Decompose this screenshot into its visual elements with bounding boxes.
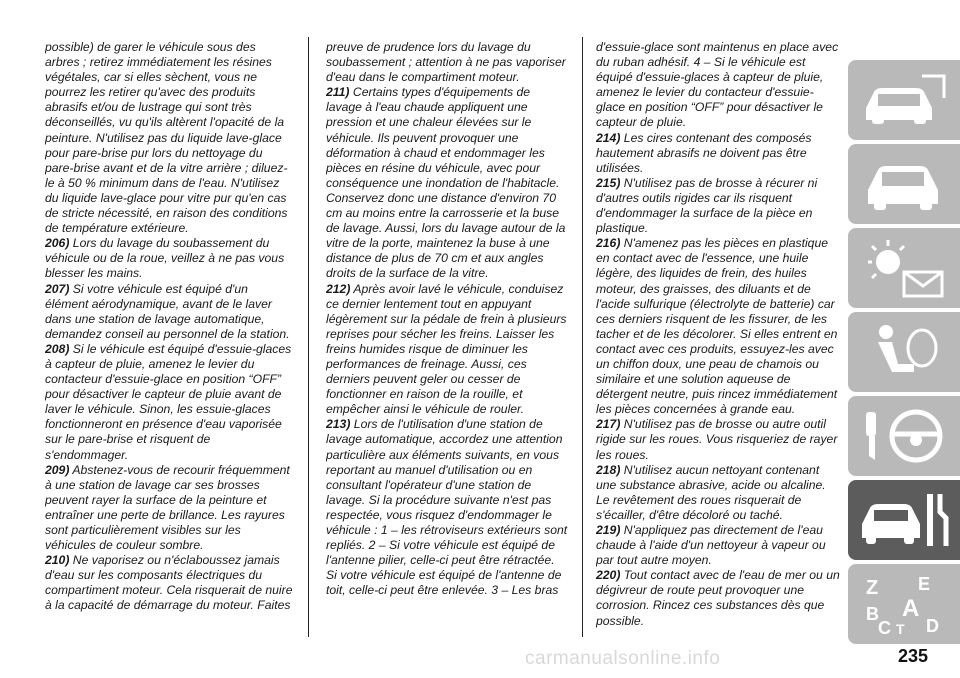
note-number: 220) [596, 568, 621, 583]
paragraph [596, 523, 842, 568]
car-tools-icon [858, 488, 950, 552]
tab-warning-lights[interactable] [848, 228, 960, 308]
airbag-seat-icon [858, 320, 950, 384]
tab-driving[interactable] [848, 396, 960, 476]
note-number: 206) [45, 236, 70, 251]
paragraph [596, 176, 842, 236]
paragraph [326, 417, 568, 598]
paragraph-text: N'utilisez pas de brosse ou autre outil rigide sur les roues. Vous risqueriez de rayer les roues. [596, 417, 838, 462]
paragraph-text: preuve de prudence lors du lavage du soubassement ; attention à ne pas vaporiser d'eau dans le compartiment moteur. [326, 40, 566, 85]
paragraph-text: Si votre véhicule est équipé d'un élément aérodynamique, avant de le laver dans une station de lavage automatique, demandez conseil au personnel de la station. [45, 281, 290, 341]
paragraph [596, 568, 842, 628]
key-steering-wheel-icon [858, 404, 950, 468]
paragraph-text: Ne vaporisez ou n'éclaboussez jamais d'eau sur les composants électriques du compartiment moteur. Cela risquerait de nuire à la capacité de démarrage du moteur. Faites [45, 553, 293, 613]
note-number: 211) [326, 85, 350, 100]
index-letter: B [866, 604, 879, 624]
paragraph-text: Tout contact avec de l'eau de mer ou un dégivreur de route peut provoquer une corrosion. Rincez ces substances dès que possible. [596, 568, 840, 628]
note-number: 208) [45, 341, 70, 356]
paragraph-text: Lors du lavage du soubassement du véhicule ou de la roue, veillez à ne pas vous blesser les mains. [45, 236, 285, 281]
note-number: 209) [45, 462, 70, 477]
index-letter: C [878, 618, 891, 636]
paragraph-text: Certains types d'équipements de lavage à l'eau chaude appliquent une pression et une chaleur élevées sur le véhicule. Ils peuvent provoquer une déformation à chaud et endommager les pièces en résine du véhicule, avec pour conséquence une inondation de l'habitacle. Conservez donc une distance d'environ 70 cm au moins entre la carrosserie et la buse de lavage. Aussi, lors du lavage autour de la vitre de la porte, maintenez la buse à une distance de plus de 70 cm et aux angles droits de la surface de la vitre. [326, 85, 566, 281]
column-divider [308, 37, 309, 637]
paragraph [596, 236, 842, 417]
watermark: carmanualsonline.info [525, 648, 721, 669]
paragraph-text: Si le véhicule est équipé d'essuie-glaces à capteur de pluie, amenez le levier du contacteur d'essuie-glace en position “OFF” pour désactiver le capteur de pluie avant de laver le véhicule. Sinon, les essuie-glaces fonctionneront en présence d'eau vaporisée sur le pare-brise et risquent de s'endommager. [45, 341, 292, 462]
paragraph-text: Lors de l'utilisation d'une station de lavage automatique, accordez une attention particulière aux éléments suivants, en vous reportant au manuel d'utilisation ou en consultant l'opérateur d'une station de lavage. Si la procédure suivante n'est pas respectée, vous risquez d'endommager le véhicule : 1 – les rétroviseurs extérieurs sont repliés. 2 – Si votre véhicule est équipé de l'antenne pilier, celle-ci peut être rétractée. Si votre véhicule est équipé de l'antenne de toit, celle-ci peut être enlevée. 3 – Les bras [326, 417, 568, 598]
paragraph [45, 553, 293, 613]
text-column-1 [45, 40, 293, 640]
car-icon [858, 152, 950, 216]
note-number: 219) [596, 523, 621, 537]
note-number: 210) [45, 553, 70, 568]
index-letter: E [918, 574, 931, 594]
tab-car[interactable] [848, 144, 960, 224]
paragraph-text: N'appliquez pas directement de l'eau chaude à l'aide d'un nettoyeur à vapeur ou par tout autre moyen. [596, 523, 826, 568]
page-number: 235 [898, 646, 929, 666]
paragraph [326, 282, 568, 418]
warning-light-envelope-icon [858, 236, 950, 300]
index-letter: T [896, 621, 905, 636]
paragraph-text: possible) de garer le véhicule sous des arbres ; retirez immédiatement les résines végétales, car si elles sèchent, vous ne pourrez les retirer qu'avec des produits abrasifs et/ou de lustrage qui sont très déconseillés, vu qu'ils altèrent l'opacité de la peinture. N'utilisez pas du liquide lave-glace pour pare-brise pur lors du nettoyage du pare-brise avant et de la vitre arrière ; diluez-le à 50 % minimum dans de l'eau. N'utilisez du liquide lave-glace pour vitre pur qu'en cas de stricte nécessité, en raison des conditions de température extérieure. [45, 40, 288, 236]
paragraph [326, 40, 568, 85]
note-number: 207) [45, 281, 70, 296]
tab-index[interactable] [848, 564, 960, 644]
paragraph [45, 40, 293, 236]
note-number: 212) [326, 281, 351, 296]
paragraph-text: N'amenez pas les pièces en plastique en contact avec de l'essence, une huile légère, des liquides de frein, des huiles moteur, des graisses, des diluants et de l'acide sulfurique (électrolyte de batterie) car ces derniers risquent de les fissurer, de les tacher et de les décolorer. Si elles entrent en contact avec ces produits, essuyez-les avec un chiffon doux, une peau de chamois ou similaire et une solution aqueuse de détergent neutre, puis rincez immédiatement les pièces concernées à grande eau. [596, 236, 838, 417]
paragraph [596, 40, 842, 131]
note-number: 218) [596, 462, 621, 477]
tab-dashboard[interactable] [848, 60, 960, 140]
note-number: 213) [326, 417, 351, 432]
paragraph [596, 463, 842, 523]
paragraph-text: d'essuie-glace sont maintenus en place avec du ruban adhésif. 4 – Si le véhicule est équipé d'essuie-glaces à capteur de pluie, amenez le levier du contacteur d'essuie-glace en position “OFF” pour désactiver le capteur de pluie. [596, 40, 839, 130]
text-column-2 [326, 40, 568, 640]
text-column-3 [596, 40, 842, 640]
paragraph [45, 282, 293, 342]
index-letter: A [902, 595, 920, 622]
paragraph [45, 342, 293, 463]
index-letter: D [926, 616, 939, 636]
paragraph-text: N'utilisez aucun nettoyant contenant une substance abrasive, acide ou alcaline. Le revêtement des roues risquerait de s'écailler, d'être décoloré ou taché. [596, 462, 826, 522]
note-number: 215) [596, 175, 621, 190]
paragraph [596, 131, 842, 176]
index-letter: Z [866, 577, 879, 599]
paragraph [45, 236, 293, 281]
tab-safety[interactable] [848, 312, 960, 392]
paragraph-text: Abstenez-vous de recourir fréquemment à une station de lavage car ses brosses peuvent rayer la surface de la peinture et entraîner une perte de brillance. Les rayures sont particulièrement visibles sur les véhicules de couleur sombre. [45, 462, 290, 553]
paragraph [45, 463, 293, 554]
paragraph-text: N'utilisez pas de brosse à récurer ni d'autres outils rigides car ils risquent d'endommager la surface de la pièce en plastique. [596, 175, 818, 236]
note-number: 214) [596, 130, 621, 145]
tab-maintenance[interactable] [848, 480, 960, 560]
alphabet-index-icon [858, 572, 950, 636]
paragraph [596, 417, 842, 462]
column-divider [582, 37, 583, 637]
car-dashboard-icon [858, 68, 950, 132]
paragraph [326, 85, 568, 281]
note-number: 216) [596, 236, 621, 251]
paragraph-text: Les cires contenant des composés hautement abrasifs ne doivent pas être utilisées. [596, 130, 812, 175]
paragraph-text: Après avoir lavé le véhicule, conduisez ce dernier lentement tout en appuyant légèrement sur la pédale de frein à plusieurs reprises pour sécher les freins. Laisser les freins humides risque de diminuer les performances de freinage. Aussi, ces derniers peuvent geler ou cesser de fonctionner en raison de la rouille, et empêcher ainsi le véhicule de rouler. [326, 281, 567, 417]
note-number: 217) [596, 417, 621, 432]
